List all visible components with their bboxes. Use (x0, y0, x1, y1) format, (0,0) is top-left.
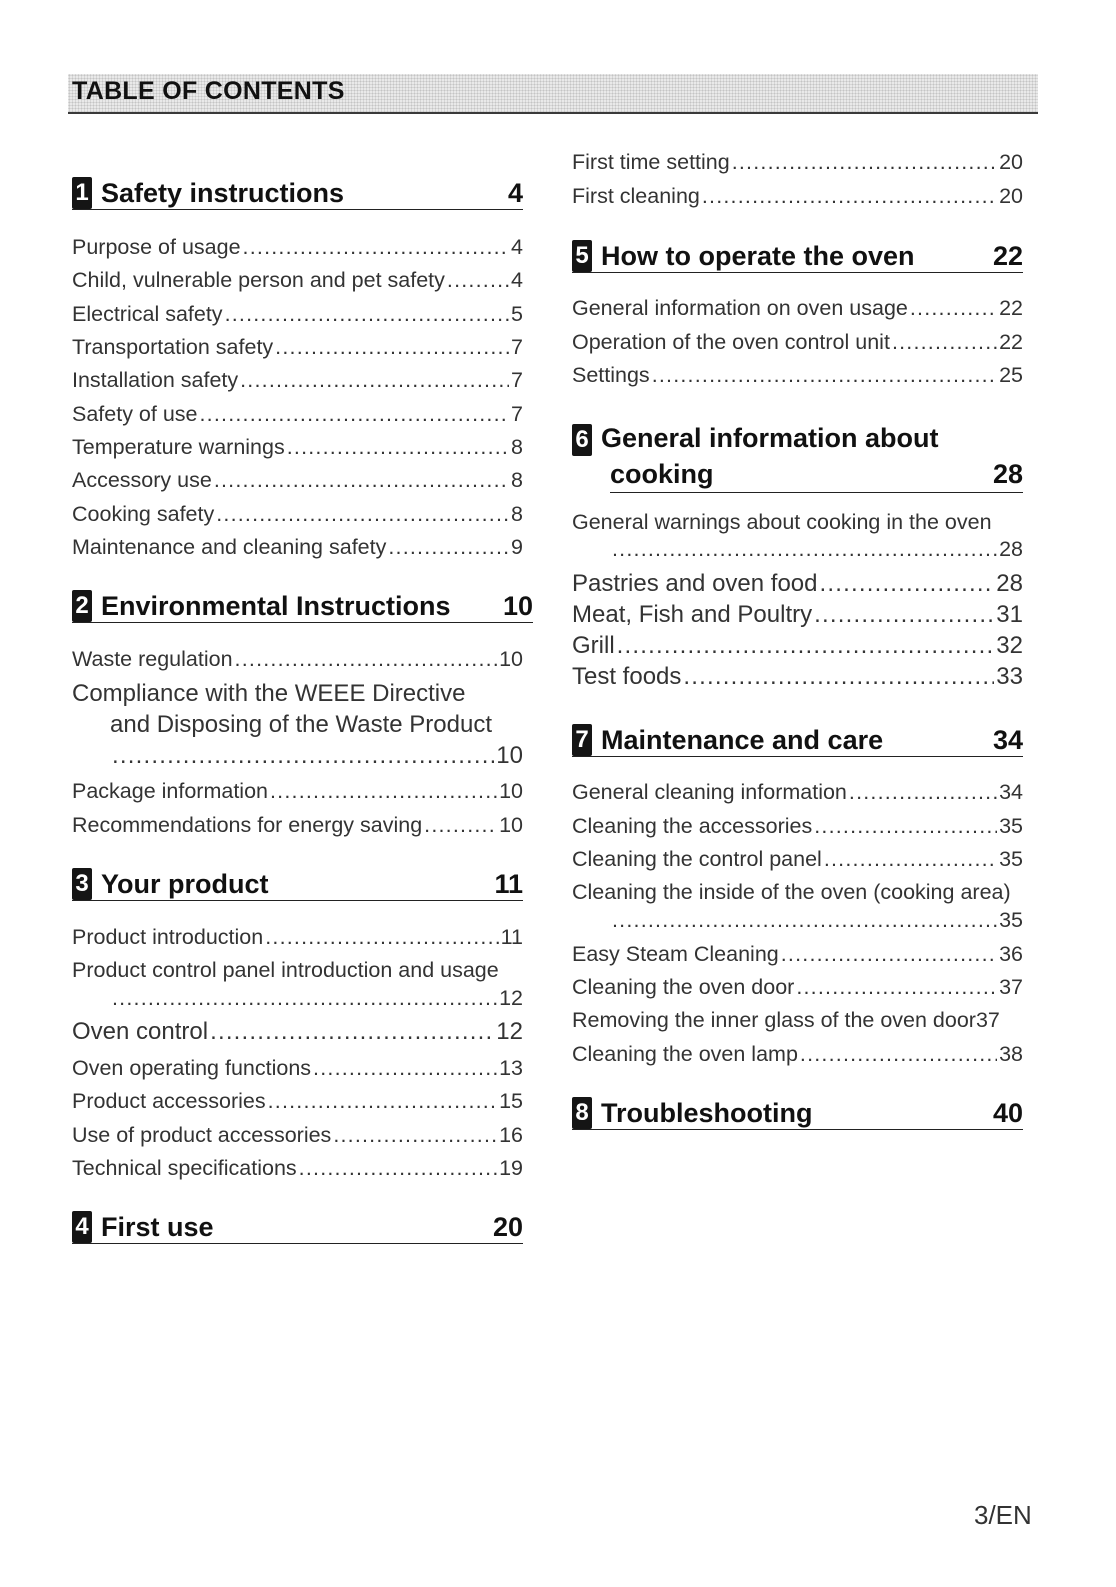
section-heading-3[interactable] (72, 868, 523, 901)
leader-dots (424, 810, 497, 840)
toc-header-band (68, 74, 1038, 114)
entry-label: Removing the inner glass of the oven door (572, 1008, 976, 1032)
leader-dots (287, 432, 509, 462)
leader-dots (210, 1017, 494, 1047)
section-title: Troubleshooting (601, 1098, 813, 1128)
toc-entry[interactable] (572, 600, 1023, 630)
toc-entry[interactable] (72, 810, 523, 840)
entry-page: 4 (511, 268, 523, 292)
toc-entry-continuation (72, 710, 523, 740)
entry-label: Product control panel introduction and usage (72, 958, 499, 982)
entry-label: Easy Steam Cleaning (572, 942, 779, 966)
section-heading-2[interactable] (72, 590, 533, 623)
leader-dots (268, 1086, 497, 1116)
entry-label: Cleaning the accessories (572, 814, 813, 838)
toc-entry[interactable] (572, 181, 1023, 211)
leader-dots (313, 1053, 497, 1083)
entry-label: First cleaning (572, 184, 700, 208)
entry-page: 37 (999, 975, 1023, 999)
leader-dots (270, 776, 497, 806)
entry-page: 8 (511, 468, 523, 492)
entry-label: Cleaning the oven lamp (572, 1042, 798, 1066)
toc-entry[interactable] (572, 844, 1023, 874)
toc-entry[interactable] (72, 365, 523, 395)
toc-entry[interactable] (572, 360, 1023, 390)
entry-page: 25 (999, 363, 1023, 387)
leader-dots (652, 360, 997, 390)
leader-dots (333, 1120, 497, 1150)
section-title: First use (101, 1212, 214, 1242)
leader-dots (225, 299, 509, 329)
entry-page: 20 (999, 150, 1023, 174)
section-heading-1[interactable] (72, 177, 523, 210)
entry-label: Compliance with the WEEE Directive (72, 680, 466, 707)
toc-entry[interactable] (72, 399, 523, 429)
entry-label: Cleaning the oven door (572, 975, 795, 999)
entry-page: 20 (999, 184, 1023, 208)
leader-dots (824, 844, 997, 874)
entry-label: Waste regulation (72, 647, 233, 671)
entry-label: Operation of the oven control unit (572, 330, 890, 354)
toc-entry[interactable] (572, 811, 1023, 841)
toc-entry[interactable] (72, 1053, 523, 1083)
toc-entry[interactable] (72, 332, 523, 362)
entry-page: 10 (499, 779, 523, 803)
entry-label: Test foods (572, 663, 682, 690)
entry-label: General warnings about cooking in the oven (572, 510, 992, 534)
leader-dots (732, 147, 997, 177)
section-page: 22 (992, 241, 1023, 271)
toc-entry[interactable] (572, 1005, 1042, 1035)
entry-page: 4 (511, 235, 523, 259)
toc-entry-multiline[interactable] (72, 955, 542, 985)
toc-entry[interactable] (572, 939, 1023, 969)
toc-entry-leader (72, 983, 523, 1013)
entry-label: Transportation safety (72, 335, 274, 359)
section-page: 10 (502, 591, 533, 621)
entry-page: 28 (999, 537, 1023, 561)
toc-entry[interactable] (72, 776, 523, 806)
leader-dots (214, 465, 509, 495)
leader-dots (781, 939, 997, 969)
leader-dots (200, 399, 510, 429)
toc-entry[interactable] (72, 1086, 523, 1116)
leader-dots (112, 741, 494, 771)
section-title-line2 (610, 456, 1023, 493)
section-page: 11 (494, 869, 523, 899)
entry-label: First time setting (572, 150, 730, 174)
section-number-badge: 4 (72, 1211, 92, 1243)
toc-entry[interactable] (72, 1153, 523, 1183)
leader-dots (240, 365, 509, 395)
toc-entry[interactable] (72, 1120, 523, 1150)
entry-label: Maintenance and cleaning safety (72, 535, 387, 559)
entry-page: 31 (996, 601, 1023, 628)
section-page: 4 (507, 178, 523, 208)
entry-page: 22 (999, 296, 1023, 320)
leader-dots (702, 181, 997, 211)
entry-page: 16 (499, 1123, 523, 1147)
toc-entry[interactable] (572, 1039, 1023, 1069)
entry-page: 10 (496, 742, 523, 769)
leader-dots (612, 905, 997, 935)
section-page: 34 (992, 725, 1023, 755)
entry-label: General cleaning information (572, 780, 847, 804)
section-page: 20 (492, 1212, 523, 1242)
toc-entry[interactable] (72, 532, 523, 562)
toc-entry[interactable] (72, 1017, 523, 1047)
leader-dots (235, 644, 498, 674)
leader-dots (275, 332, 509, 362)
section-title-cont: cooking (610, 459, 714, 489)
entry-page: 9 (511, 535, 523, 559)
leader-dots (112, 983, 497, 1013)
section-title: Your product (101, 869, 269, 899)
section-number-badge: 2 (72, 590, 92, 622)
entry-label: Oven operating functions (72, 1056, 312, 1080)
leader-dots (800, 1039, 997, 1069)
entry-label: Installation safety (72, 368, 239, 392)
toc-entry-multiline[interactable] (72, 679, 523, 709)
entry-page: 35 (999, 908, 1023, 932)
toc-entry-leader (572, 905, 1023, 935)
leader-dots (814, 600, 994, 630)
entry-label: Pastries and oven food (572, 570, 818, 597)
leader-dots (388, 532, 509, 562)
toc-entry[interactable] (572, 972, 1023, 1002)
entry-label: Package information (72, 779, 268, 803)
section-title: How to operate the oven (601, 241, 915, 271)
toc-entry[interactable] (72, 922, 523, 952)
entry-page: 35 (999, 847, 1023, 871)
entry-label: Product introduction (72, 925, 264, 949)
entry-page: 22 (999, 330, 1023, 354)
toc-entry-multiline[interactable] (572, 507, 1023, 537)
entry-page: 33 (996, 663, 1023, 690)
toc-entry[interactable] (72, 432, 523, 462)
entry-page: 10 (499, 647, 523, 671)
leader-dots (216, 499, 509, 529)
section-number-badge: 8 (572, 1097, 592, 1129)
toc-entry[interactable] (72, 265, 523, 295)
entry-label: Electrical safety (72, 302, 223, 326)
section-title: Safety instructions (101, 178, 345, 208)
section-heading-6[interactable] (572, 420, 1023, 493)
toc-entry[interactable] (572, 569, 1023, 599)
entry-page: 19 (499, 1156, 523, 1180)
entry-label: Temperature warnings (72, 435, 285, 459)
leader-dots (265, 922, 498, 952)
entry-label: Use of product accessories (72, 1123, 332, 1147)
entry-label: Safety of use (72, 402, 198, 426)
toc-title: TABLE OF CONTENTS (72, 77, 345, 105)
entry-label: Cleaning the inside of the oven (cooking area) (572, 880, 1011, 904)
entry-page: 10 (499, 813, 523, 837)
toc-entry[interactable] (72, 499, 523, 529)
leader-dots (910, 293, 997, 323)
toc-entry[interactable] (572, 293, 1023, 323)
entry-page: 11 (500, 925, 523, 949)
section-number-badge: 7 (572, 724, 592, 756)
leader-dots (299, 1153, 497, 1183)
section-heading-4[interactable] (72, 1211, 523, 1244)
entry-label: Settings (572, 363, 650, 387)
entry-label: Child, vulnerable person and pet safety (72, 268, 445, 292)
leader-dots (796, 972, 997, 1002)
entry-label: Cooking safety (72, 502, 215, 526)
toc-entry[interactable] (572, 631, 1023, 661)
entry-label: General information on oven usage (572, 296, 908, 320)
toc-entry[interactable] (572, 147, 1023, 177)
entry-page: 7 (511, 402, 523, 426)
toc-entry[interactable] (572, 662, 1023, 692)
entry-label: Oven control (72, 1018, 209, 1045)
entry-label: Product accessories (72, 1089, 266, 1113)
entry-page: 32 (996, 632, 1023, 659)
entry-page: 12 (499, 986, 523, 1010)
section-heading-7[interactable] (572, 724, 1023, 757)
toc-entry[interactable] (72, 465, 523, 495)
leader-dots (683, 662, 994, 692)
section-number-badge: 6 (572, 424, 592, 456)
toc-entry[interactable] (572, 777, 1023, 807)
section-title: Maintenance and care (601, 725, 884, 755)
section-heading-5[interactable] (572, 240, 1023, 273)
toc-entry-leader (72, 741, 523, 771)
entry-page: 8 (511, 502, 523, 526)
toc-entry-multiline[interactable] (572, 877, 1042, 907)
leader-dots (892, 327, 997, 357)
entry-label: Accessory use (72, 468, 212, 492)
section-title: General information about (601, 423, 939, 453)
entry-page: 5 (511, 302, 523, 326)
leader-dots (814, 811, 997, 841)
entry-label: Recommendations for energy saving (72, 813, 423, 837)
toc-entry-leader (572, 534, 1023, 564)
page-number: 3/EN (974, 1500, 1032, 1530)
toc-entry[interactable] (72, 299, 523, 329)
entry-label: Technical specifications (72, 1156, 297, 1180)
section-title: Environmental Instructions (101, 591, 451, 621)
leader-dots (243, 232, 509, 262)
leader-dots (447, 265, 509, 295)
leader-dots (849, 777, 997, 807)
section-title-line1 (572, 420, 1023, 456)
section-page: 28 (992, 459, 1023, 489)
entry-page: 34 (999, 780, 1023, 804)
entry-page: 13 (499, 1056, 523, 1080)
entry-page: 38 (999, 1042, 1023, 1066)
toc-entry[interactable] (572, 327, 1023, 357)
entry-page: 35 (999, 814, 1023, 838)
section-number-badge: 1 (72, 177, 92, 209)
entry-label: Meat, Fish and Poultry (572, 601, 813, 628)
entry-page: 12 (496, 1018, 523, 1045)
entry-page: 28 (996, 570, 1023, 597)
toc-entry[interactable] (72, 644, 523, 674)
leader-dots (612, 534, 997, 564)
leader-dots (617, 631, 995, 661)
entry-label: Grill (572, 632, 615, 659)
section-number-badge: 3 (72, 868, 92, 900)
entry-label-line2: and Disposing of the Waste Product (110, 711, 492, 738)
entry-page: 7 (511, 335, 523, 359)
entry-page: 7 (511, 368, 523, 392)
section-heading-8[interactable] (572, 1097, 1023, 1130)
entry-page: 8 (511, 435, 523, 459)
entry-label: Purpose of usage (72, 235, 241, 259)
section-page: 40 (992, 1098, 1023, 1128)
entry-page: 15 (499, 1089, 523, 1113)
entry-page: 37 (975, 1008, 1000, 1032)
entry-label: Cleaning the control panel (572, 847, 822, 871)
section-number-badge: 5 (572, 240, 592, 272)
leader-dots (820, 569, 995, 599)
toc-entry[interactable] (72, 232, 523, 262)
entry-page: 36 (999, 942, 1023, 966)
